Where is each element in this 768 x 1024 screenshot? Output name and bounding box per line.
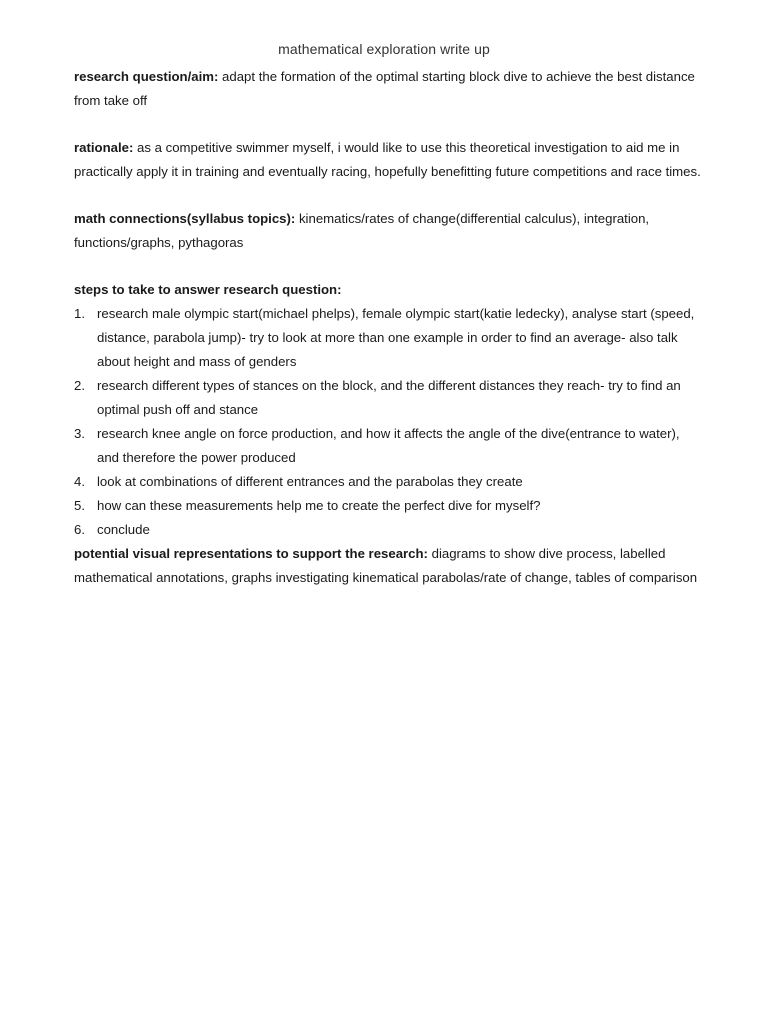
- paragraph-gap: [74, 255, 704, 278]
- list-item: [74, 494, 704, 518]
- paragraph-gap: [74, 184, 704, 207]
- visuals-text: diagrams to show dive process, labelled mathematical annotations, graphs investigating kinematical parabolas/rate of change, tables of comparison: [74, 546, 698, 585]
- math-connections-paragraph: [74, 207, 704, 255]
- list-item-number: 3.: [74, 426, 85, 441]
- rationale-label: rationale:: [74, 140, 134, 155]
- research-question-paragraph: [74, 65, 704, 113]
- list-item: [74, 470, 704, 494]
- list-item-number: 4.: [74, 474, 85, 489]
- paragraph-gap: [74, 113, 704, 136]
- list-item: [74, 374, 704, 422]
- list-item-text: research male olympic start(michael phelps), female olympic start(katie ledecky), analyse start (speed, distance, parabola jump)- try to look at more than one example in order to find an average- also talk about height and mass of genders: [97, 306, 695, 369]
- list-item-number: 1.: [74, 306, 85, 321]
- document-title: mathematical exploration write up: [278, 41, 490, 57]
- rationale-text: as a competitive swimmer myself, i would like to use this theoretical investigation to aid me in practically apply it in training and eventually racing, hopefully benefitting future competitions and race times.: [74, 140, 701, 179]
- document-body: [74, 65, 704, 590]
- steps-heading: steps to take to answer research question:: [74, 282, 342, 297]
- rationale-paragraph: [74, 136, 704, 184]
- list-item-text: look at combinations of different entrances and the parabolas they create: [97, 474, 523, 489]
- visuals-paragraph: [74, 542, 704, 590]
- research-question-text: adapt the formation of the optimal starting block dive to achieve the best distance from take off: [74, 69, 695, 108]
- visuals-label: potential visual representations to support the research:: [74, 546, 428, 561]
- list-item-text: research knee angle on force production, and how it affects the angle of the dive(entrance to water), and therefore the power produced: [97, 426, 680, 465]
- list-item-number: 6.: [74, 522, 85, 537]
- list-item-text: research different types of stances on the block, and the different distances they reach- try to find an optimal push off and stance: [97, 378, 681, 417]
- list-item-number: 5.: [74, 498, 85, 513]
- list-item: [74, 422, 704, 470]
- list-item: [74, 302, 704, 374]
- list-item: [74, 518, 704, 542]
- math-connections-label: math connections(syllabus topics):: [74, 211, 296, 226]
- steps-list: [74, 302, 704, 542]
- list-item-text: conclude: [97, 522, 150, 537]
- list-item-text: how can these measurements help me to create the perfect dive for myself?: [97, 498, 541, 513]
- list-item-number: 2.: [74, 378, 85, 393]
- math-connections-text: kinematics/rates of change(differential calculus), integration, functions/graphs, pythagoras: [74, 211, 650, 250]
- research-question-label: research question/aim:: [74, 69, 219, 84]
